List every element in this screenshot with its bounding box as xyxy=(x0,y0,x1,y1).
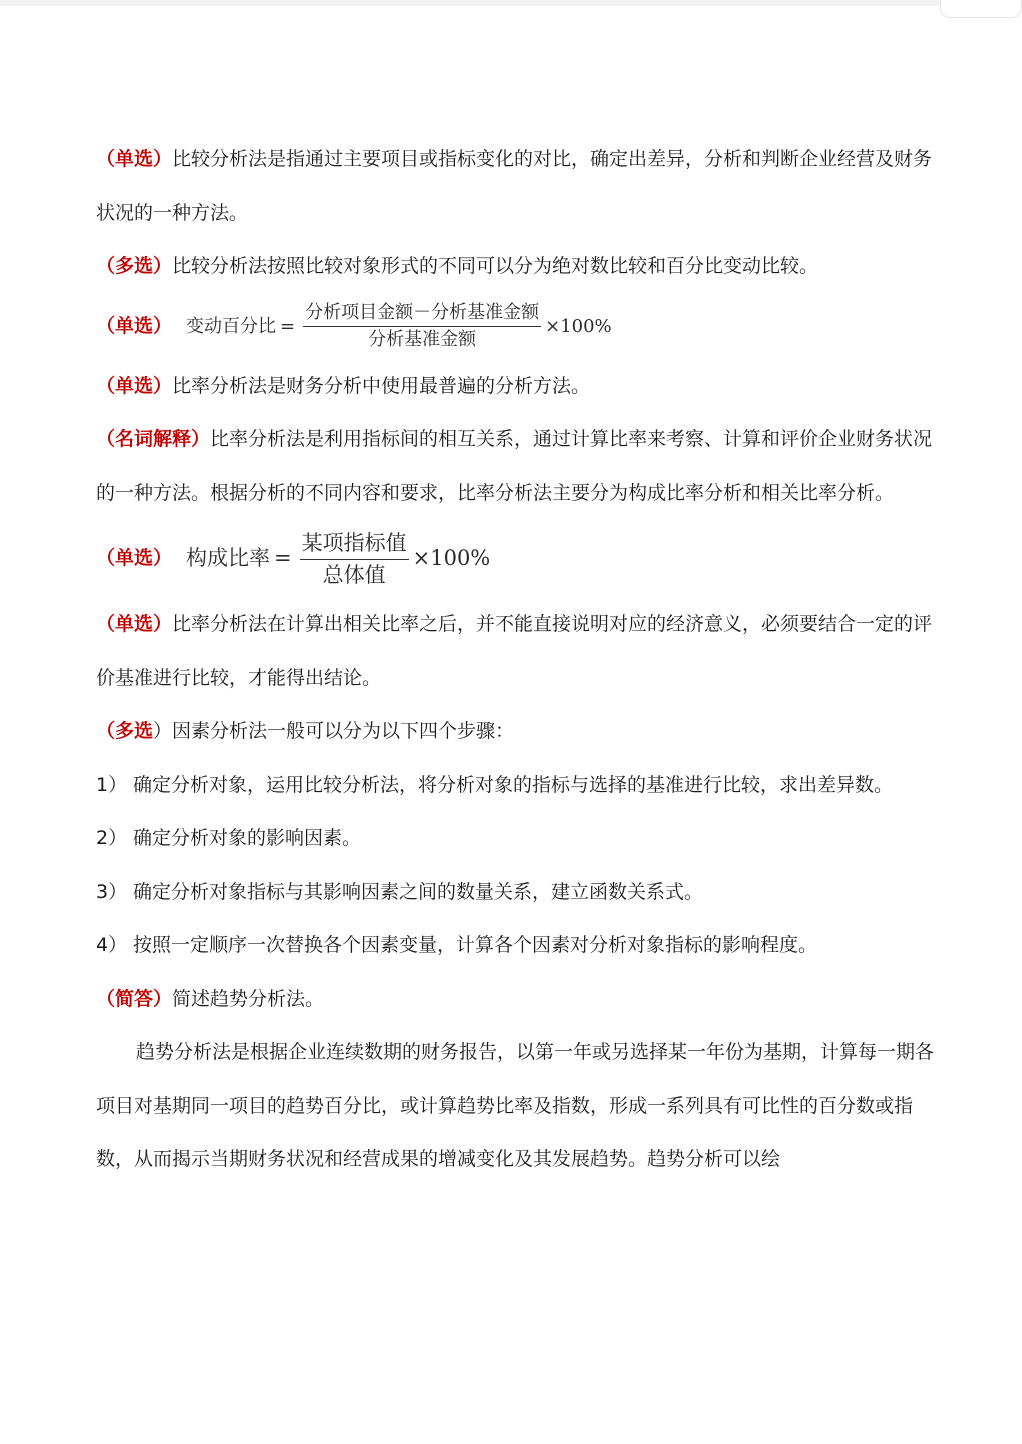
question-tag-close: ） xyxy=(153,720,173,742)
formula-numerator: 分析项目金额－分析基准金额 xyxy=(303,302,541,328)
question-tag: （简答） xyxy=(96,987,173,1010)
formula-lhs: 变动百分比 xyxy=(186,315,277,337)
formula-composition-ratio xyxy=(186,530,490,588)
item-text: 比率分析法是利用指标间的相互关系，通过计算比率来考察、计算和评价企业财务状况的一种方法。根据分析的不同内容和要求，比率分析法主要分为构成比率分析和相关比率分析。 xyxy=(96,428,933,504)
formula-fraction xyxy=(300,530,409,588)
question-tag: （单选） xyxy=(96,613,173,635)
step-number: 2） xyxy=(96,827,128,849)
corner-tab[interactable] xyxy=(940,0,1022,18)
item-text: 比率分析法是财务分析中使用最普遍的分析方法。 xyxy=(172,374,591,397)
document-body xyxy=(96,133,944,1187)
formula-tail: ×100% xyxy=(412,546,491,571)
question-tag: （多选） xyxy=(96,255,173,277)
step-number: 4） xyxy=(96,934,128,956)
formula-tail: ×100% xyxy=(545,315,612,337)
item-3-formula xyxy=(96,294,944,360)
formula-change-percentage xyxy=(186,300,612,354)
essay-answer: 趋势分析法是根据企业连续数期的财务报告，以第一年或另选择某一年份为基期，计算每一期各项目对基期同一项目的趋势百分比，或计算趋势比率及指数，形成一系列具有可比性的百分数或指数，从而揭示当期财务状况和经营成果的增减变化及其发展趋势。趋势分析可以绘 xyxy=(96,1041,935,1170)
top-toolbar-strip xyxy=(0,0,1022,6)
item-1 xyxy=(96,133,944,240)
item-text: 比率分析法在计算出相关比率之后，并不能直接说明对应的经济意义，必须要结合一定的评价基准进行比较，才能得出结论。 xyxy=(96,613,933,689)
step-text: 确定分析对象的影响因素。 xyxy=(133,827,362,849)
step-number: 3） xyxy=(96,880,128,903)
question-tag: （单选） xyxy=(96,148,173,170)
question-tag: （单选） xyxy=(96,314,173,337)
essay-question xyxy=(96,973,944,1027)
question-tag: （单选） xyxy=(96,374,173,397)
formula-denominator: 分析基准金额 xyxy=(368,329,477,350)
question-tag: （名词解释） xyxy=(96,428,211,450)
step-text: 按照一定顺序一次替换各个因素变量，计算各个因素对分析对象指标的影响程度。 xyxy=(133,934,818,956)
step-4 xyxy=(96,919,944,973)
item-2 xyxy=(96,240,944,294)
step-text: 确定分析对象指标与其影响因素之间的数量关系，建立函数关系式。 xyxy=(133,880,704,903)
formula-equals: = xyxy=(274,546,292,571)
step-3 xyxy=(96,866,944,920)
formula-numerator: 某项指标值 xyxy=(300,530,409,559)
item-6-formula xyxy=(96,520,944,598)
item-text: 比较分析法按照比较对象形式的不同可以分为绝对数比较和百分比变动比较。 xyxy=(172,255,819,277)
question-tag: （单选） xyxy=(96,547,173,570)
item-8 xyxy=(96,705,944,759)
step-number: 1） xyxy=(96,773,128,796)
formula-lhs: 构成比率 xyxy=(186,546,271,571)
step-text: 确定分析对象，运用比较分析法，将分析对象的指标与选择的基准进行比较，求出差异数。 xyxy=(133,773,894,796)
question-tag: （多选 xyxy=(96,720,154,742)
formula-equals: = xyxy=(280,315,296,337)
item-text: 比较分析法是指通过主要项目或指标变化的对比，确定出差异，分析和判断企业经营及财务状况的一种方法。 xyxy=(96,148,933,224)
item-5 xyxy=(96,413,944,520)
step-1 xyxy=(96,759,944,813)
essay-question-text: 简述趋势分析法。 xyxy=(172,987,325,1010)
item-text: 因素分析法一般可以分为以下四个步骤： xyxy=(172,720,515,742)
formula-denominator: 总体值 xyxy=(322,562,386,587)
formula-fraction xyxy=(303,302,541,352)
item-4 xyxy=(96,360,944,414)
item-7 xyxy=(96,598,944,705)
step-2 xyxy=(96,812,944,866)
